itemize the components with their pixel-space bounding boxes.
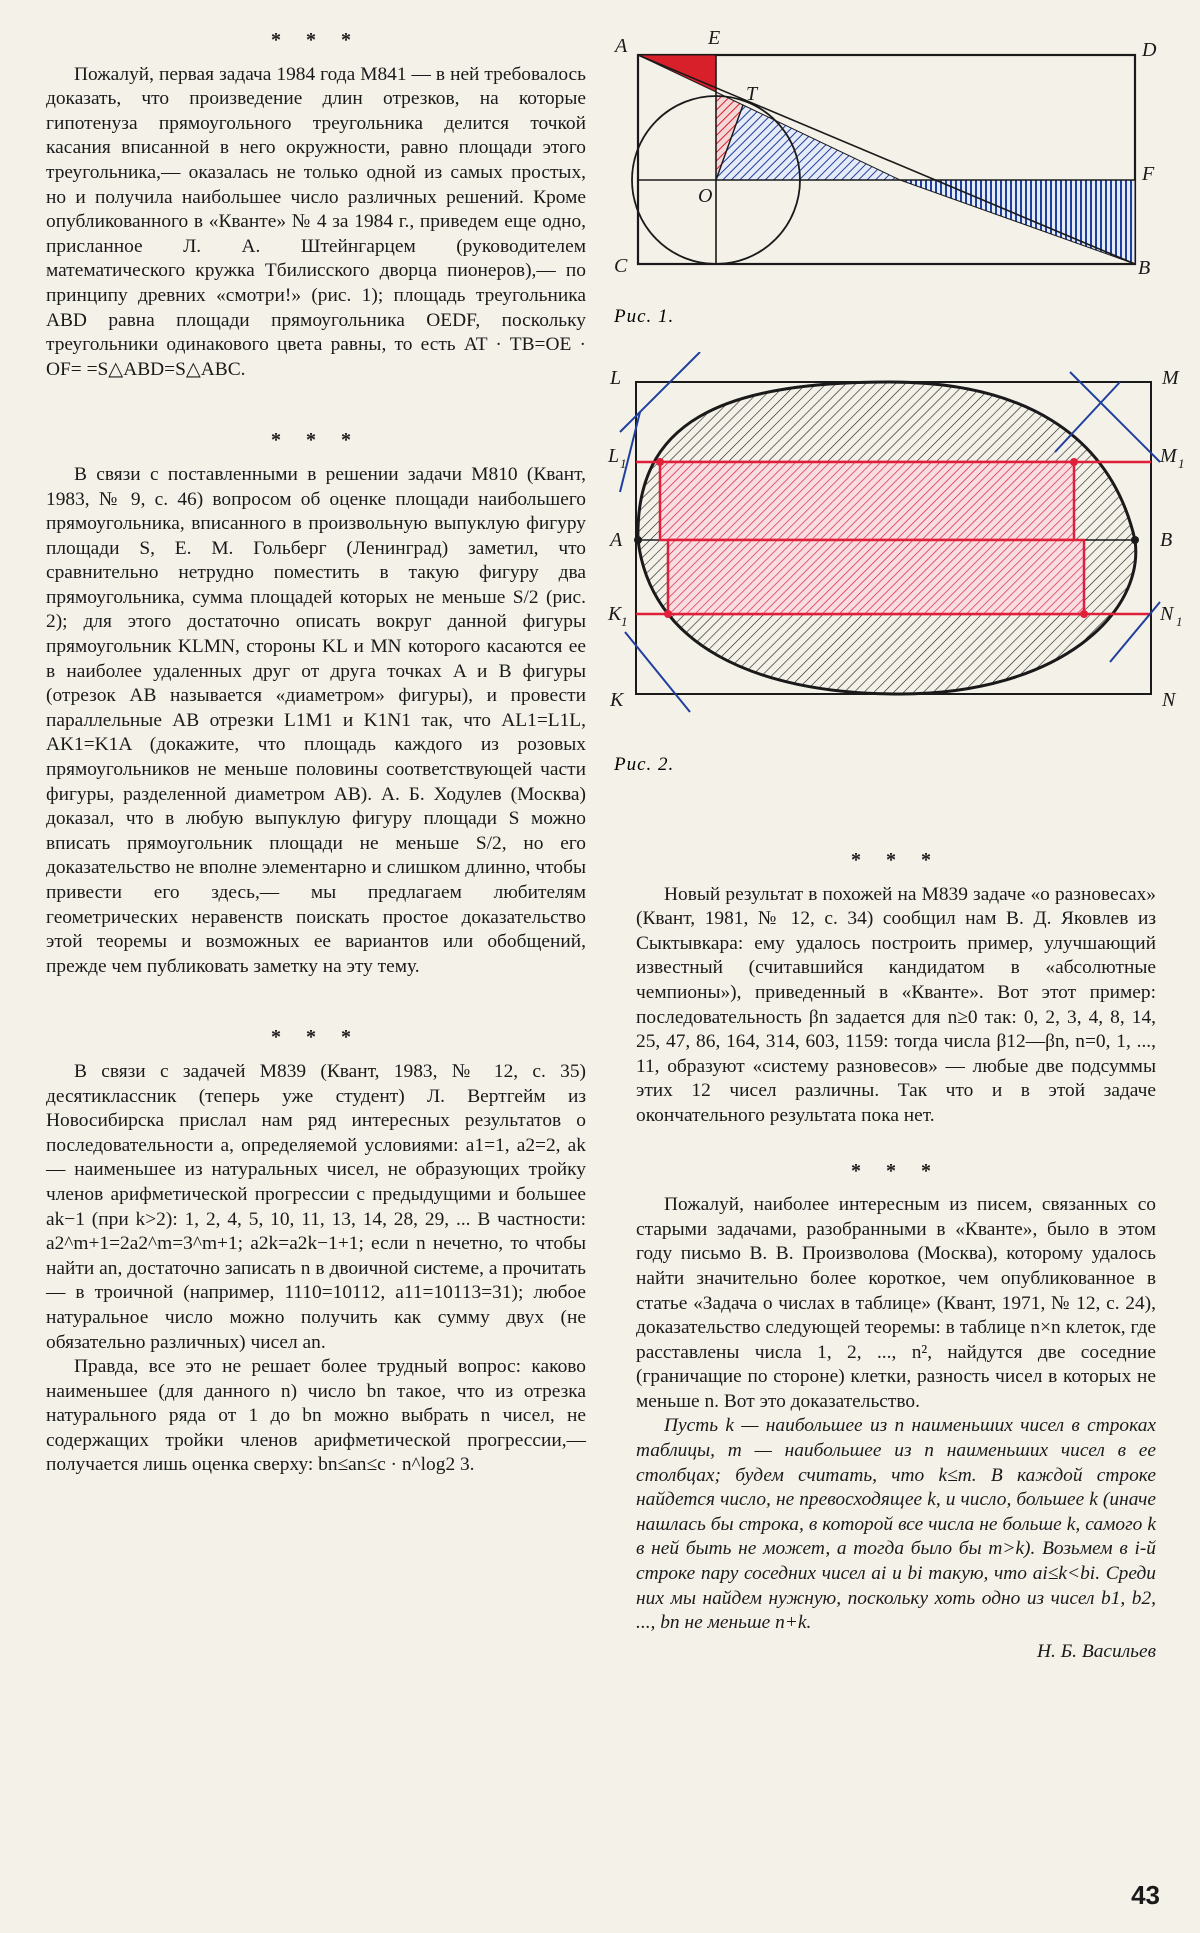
note-weights: Новый результат в похожей на М839 задаче «о разновесах» (Квант, 1981, № 12, с. 34) сообщил нам В. Д. Яковлев из Сыктывкара: ему удалось построить пример, улучшающий известный (считавшийся кандидатом в «абсолютные чемпионы»), приведенный в «Кванте». Вот этот пример: последовательность βn задается для n≥0 так: 0, 2, 3, 4, 8, 14, 25, 47, 86, 164, 314, 603, 1159: тогда числа β12—βn, n=0, 1, ..., 11, образуют «систему разновесов» — любые две подсуммы этих 12 чисел различны. Так что и в этой задаче окончательного результата пока нет. (636, 883, 1156, 1126)
note-m839-question: Правда, все это не решает более трудный вопрос: каково наименьшее (для данного n) число bn такое, что из отрезка натурального ряда от 1 до bn можно выбрать n чисел, не содержащих тройки членов арифметической прогрессии,— получается лишь оценка сверху: bn≤an≤c · n^log2 3. (46, 1356, 586, 1476)
label-M: M (1162, 367, 1179, 389)
pink-rectangle-upper (660, 462, 1074, 540)
blue-triangle-hatched (716, 105, 900, 180)
label-B: B (1138, 257, 1151, 279)
label-T: T (746, 83, 758, 105)
figure-2-caption: Рис. 2. (614, 754, 675, 775)
label-K1: K (608, 603, 622, 625)
label-M1-sub: 1 (1178, 456, 1185, 471)
right-column (636, 848, 1156, 1664)
label-B: B (1160, 529, 1173, 551)
label-N: N (1162, 689, 1176, 711)
note-m839-sequence: В связи с задачей М839 (Квант, 1983, № 12, с. 35) десятиклассник (теперь уже студент) Л. Вертгейм из Новосибирска прислал нам ряд интересных результатов о последовательности a, определяемой условиями: a1=1, a2=2, ak — наименьшее из натуральных чисел, не образующих тройку членов арифметической прогрессии с предыдущими и большее ak−1 (при k>2): 1, 2, 4, 5, 10, 11, 13, 14, 28, 29, ... В частности: a2^m+1=2a2^m=3^m+1; a2k=a2k−1+1; если n нечетно, то чтобы найти an, достаточно записать n в двоичной системе, а прочитать — в троичной (например, 1110=10112, a11=10113=31); любое натуральное число можно получить как сумму двух (не обязательно различных) чисел an. (46, 1060, 586, 1353)
section-separator: * * * (851, 1159, 941, 1182)
label-K: K (610, 689, 624, 711)
label-L1-sub: 1 (620, 456, 627, 471)
page-number: 43 (1131, 1880, 1160, 1910)
figure-2 (600, 352, 1200, 782)
label-N1-sub: 1 (1176, 614, 1183, 629)
label-A: A (615, 35, 628, 57)
pink-rectangle-lower (668, 540, 1084, 614)
author-signature: Н. Б. Васильев (1037, 1640, 1156, 1662)
label-E: E (708, 27, 721, 49)
section-separator: * * * (271, 1026, 361, 1049)
label-A: A (610, 529, 623, 551)
section-separator: * * * (271, 29, 361, 51)
note-m841: Пожалуй, первая задача 1984 года М841 — в ней требовалось доказать, что произведение длин отрезков, на которые гипотенуза прямоугольного треугольника делится точкой касания вписанной в него окружности, равно площади этого треугольника,— оказалась не только одной из самых простых, но и получила наибольшее число различных решений. Кроме опубликованного в «Кванте» № 4 за 1984 г., приведем еще одно, присланное Л. А. Штейнгарцем (руководителем математического кружка Тбилисского дворца пионеров),— по принципу древних «смотри!» (рис. 1); площадь треугольника ABD равна площади прямоугольника OEDF, поскольку треугольники одинакового цвета равны, то есть AT · TB=OE · OF= =S△ABD=S△ABC. (46, 63, 586, 380)
note-table-theorem: Пожалуй, наиболее интересным из писем, связанных со старыми задачами, разобранными в «Кванте», было в этом году письмо В. В. Произволова (Москва), которому удалось найти значительно более короткое, чем опубликованное в статье «Задача о числах в таблице» (Квант, 1971, № 12, с. 24), доказательство следующей теоремы: в таблице n×n клеток, где расставлены числа 1, 2, ..., n², найдутся две соседние (граничащие по стороне) клетки, разность чисел в которых не меньше n. Вот это доказательство. (636, 1194, 1156, 1412)
label-F: F (1142, 163, 1155, 185)
blue-triangle-vertical (900, 180, 1135, 264)
label-N1: N (1160, 603, 1174, 625)
figure-1 (600, 22, 1200, 332)
label-O: O (698, 185, 713, 207)
note-m810: В связи с поставленными в решении задачи М810 (Квант, 1983, № 9, с. 46) вопросом об оценке площади наибольшего прямоугольника, вписанного в произвольную выпуклую фигуру площади S, Е. М. Гольберг (Ленинград) заметил, что сравнительно нетрудно поместить в такую фигуру два прямоугольника, сумма площадей которых не меньше S/2 (рис. 2); для этого достаточно описать вокруг данной фигуры прямоугольник KLMN, стороны KL и MN которого касаются ее в наиболее удаленных друг от друга точках A и B фигуры (отрезок AB называется «диаметром» фигуры), и провести параллельные AB отрезки L1M1 и K1N1 так, что AL1=L1L, AK1=K1A (докажите, что площадь каждого из розовых прямоугольников не меньше половины соответствующей части фигуры, разделенной диаметром AB). А. Б. Ходулев (Москва) доказал, что в любую выпуклую фигуру площади S можно вписать прямоугольник площади не меньше S/2, но его доказательство не вполне элементарно и слишком длинно, чтобы привести его здесь,— мы предлагаем любителям геометрических неравенств поискать простое доказательство этой теоремы и возможных ее вариантов или обобщений, прежде чем публиковать заметку на эту тему. (46, 463, 586, 977)
section-separator: * * * (271, 429, 361, 452)
label-K1-sub: 1 (621, 614, 628, 629)
proof-text: Пусть k — наибольшее из n наименьших чисел в строках таблицы, m — наибольшее из n наименьших чисел в ее столбцах; будем считать, что k≤m. В каждой строке найдется число, не превосходящее k, и число, большее k (иначе нашлась бы строка, в которой все числа не больше k, самого k в ней быть не может, а тогда было бы m>k). Возьмем в i-й строке пару соседних чисел ai и bi такую, что ai≤k<bi. Среди них мы найдем нужную, поскольку хоть одно из чисел b1, b2, ..., bn не меньше n+k. (636, 1415, 1156, 1634)
left-column (46, 28, 586, 1478)
label-D: D (1142, 39, 1157, 61)
label-L: L (610, 367, 622, 389)
label-M1: M (1160, 445, 1177, 467)
figure-1-caption: Рис. 1. (614, 306, 675, 327)
section-separator: * * * (851, 849, 941, 871)
label-L1: L (608, 445, 620, 467)
label-C: C (614, 255, 628, 277)
